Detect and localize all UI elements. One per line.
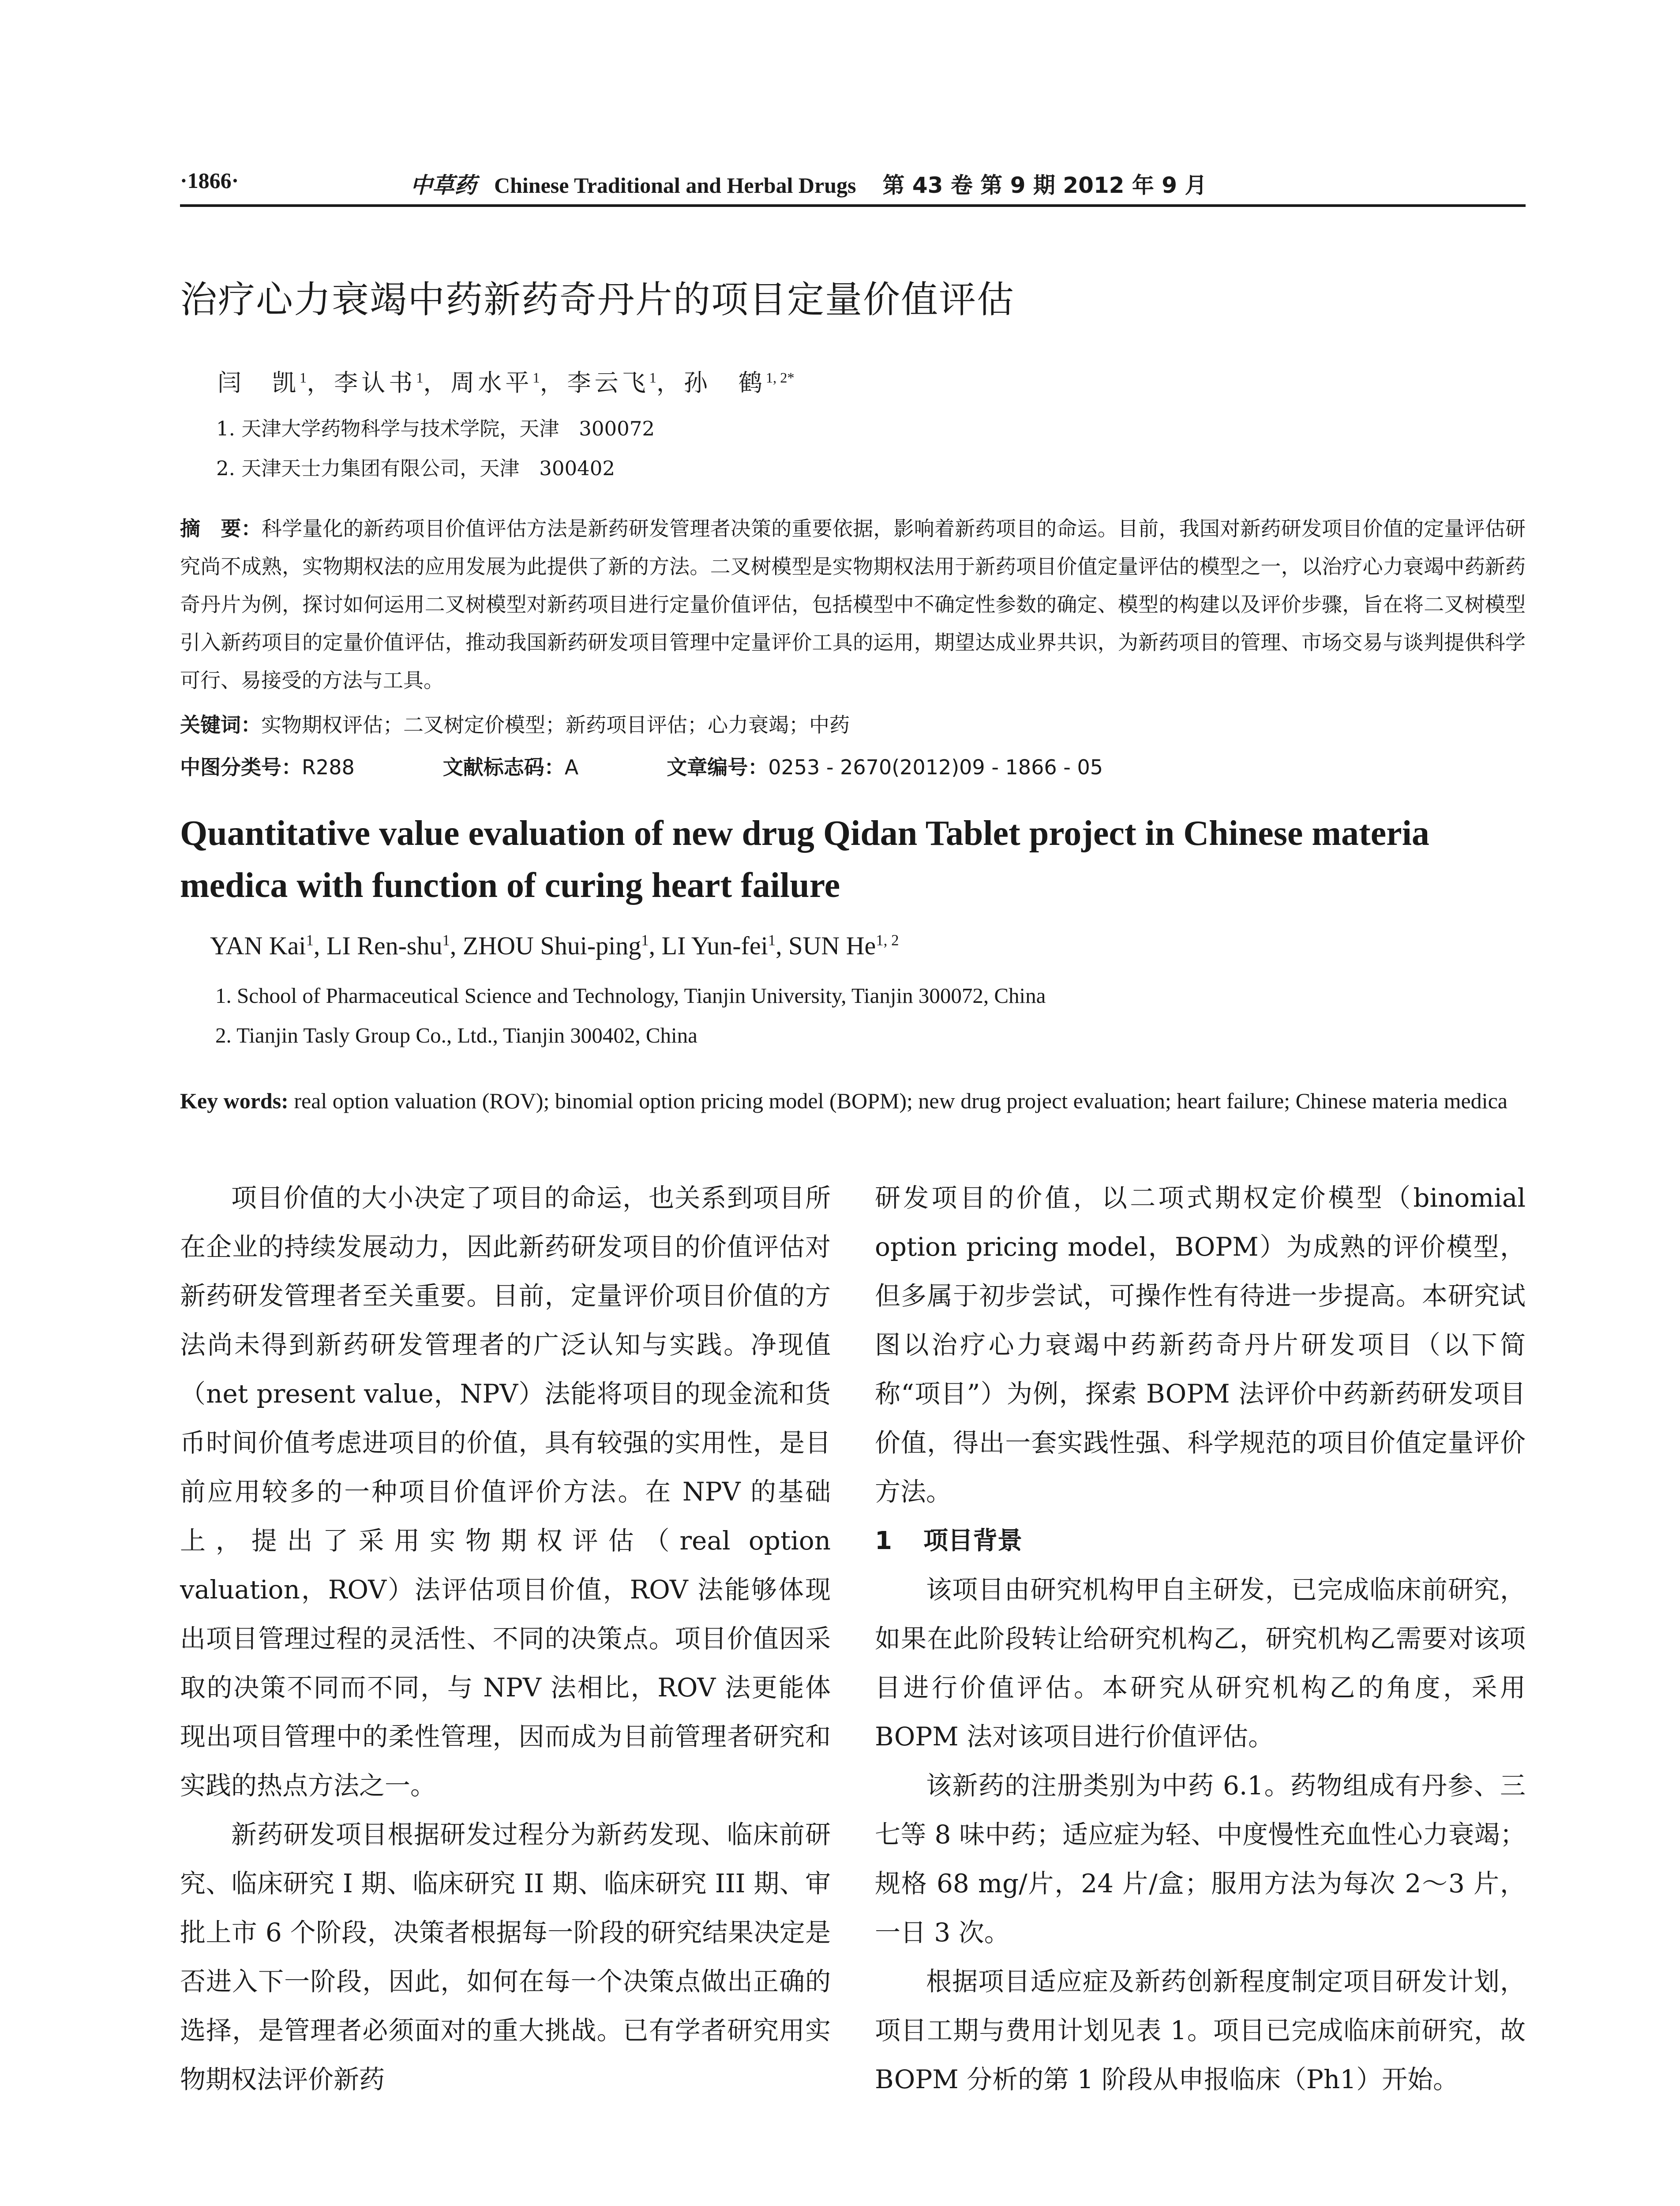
body-paragraph: 该项目由研究机构甲自主研发，已完成临床前研究，如果在此阶段转让给研究机构乙，研究机构乙需要对该项目进行价值评估。本研究从研究机构乙的角度，采用 BOPM 法对该项目进行价值评估。 [875,1575,1526,1752]
author-affiliation-mark: 1 [532,370,540,386]
article-id-label: 文章编号： [667,755,769,779]
clc-label: 中图分类号： [180,755,302,779]
issue-info: 第 43 卷 第 9 期 2012 年 9 月 [882,173,1207,198]
author-name: LI Yun-fei [661,931,768,960]
body-paragraph: 根据项目适应症及新药创新程度制定项目研发计划，项目工期与费用计划见表 1。项目已完成临床前研究，故 BOPM 分析的第 1 阶段从申报临床（Ph1）开始。 [875,1966,1526,2094]
author-affiliation-mark: 1, 2* [765,370,795,386]
keywords-label: 关键词： [180,713,261,737]
author-affiliation-mark: 1 [442,931,450,949]
section-title: 项目背景 [923,1527,1022,1555]
header-rule [180,204,1526,207]
keywords-cn [180,709,1526,738]
author-name: 李云飞 [567,369,649,397]
author-affiliation-mark: 1 [306,931,314,949]
body-column-left [180,1174,831,2104]
author-affiliation-mark: 1, 2 [876,931,899,949]
section-heading [875,1516,1526,1565]
body-column-right [875,1174,1526,2104]
affiliation-cn: 1. 天津大学药物科学与技术学院，天津 300072 [216,417,655,440]
author-name: 孙 鹤 [683,369,766,397]
document-code-label: 文献标志码： [442,755,565,779]
article-id: 0253 - 2670(2012)09 - 1866 - 05 [768,755,1103,779]
author-name: 周水平 [450,369,533,397]
running-header [180,168,1526,206]
body-paragraph: 项目价值的大小决定了项目的命运，也关系到项目所在企业的持续发展动力，因此新药研发项目的价值评估对新药研发管理者至关重要。目前，定量评价项目价值的方法尚未得到新药研发管理者的广泛认知与实践。净现值（net present value，NPV）法能将项目的现金流和货币时间价值考虑进项目的价值，具有较强的实用性，是目前应用较多的一种项目价值评价方法。在 NPV 的基础上，提出了采用实物期权评估（real option valuation，ROV）法评估项目价值，ROV 法能够体现出项目管理过程的灵活性、不同的决策点。项目价值因采取的决策不同而不同，与 NPV 法相比，ROV 法更能体现出项目管理中的柔性管理，因而成为目前管理者研究和实践的热点方法之一。 [180,1183,831,1801]
abstract-label: 摘 要： [180,517,262,540]
affiliation-en: 1. School of Pharmaceutical Science and Technology, Tianjin University, Tianjin 300072, China [215,983,1046,1008]
author-affiliation-mark: 1 [649,370,656,386]
journal-name-en: Chinese Traditional and Herbal Drugs [494,173,856,198]
author-affiliation-mark: 1 [768,931,776,949]
author-list-en: YAN Kai$^1$, LI Ren-shu$^1$, ZHOU Shui-ping$^1$, LI Yun-fei$^1$, SUN He$^{1, 2}$ [210,931,899,960]
author-affiliation-mark: 1 [300,370,307,386]
article-title-en: Quantitative value evaluation of new drug Qidan Tablet project in Chinese materia medica with function of curing heart failure [180,814,1429,905]
keywords-en-text: real option valuation (ROV); binomial option pricing model (BOPM); new drug project evaluation; heart failure; Chinese materia medica [294,1088,1508,1113]
journal-line [410,168,1207,199]
article-title-cn: 治疗心力衰竭中药新药奇丹片的项目定量价值评估 [180,278,1015,321]
abstract-cn [180,510,1526,699]
body-paragraph: 新药研发项目根据研发过程分为新药发现、临床前研究、临床研究 I 期、临床研究 II 期、临床研究 III 期、审批上市 6 个阶段，决策者根据每一阶段的研究结果决定是否进入下一阶段，因此，如何在每一个决策点做出正确的选择，是管理者必须面对的重大挑战。已有学者研究用实物期权法评价新药 [180,1820,831,2094]
keywords-en-label: Key words: [180,1088,289,1113]
keywords-text: 实物期权评估；二叉树定价模型；新药项目评估；心力衰竭；中药 [261,713,850,737]
clc-code: R288 [302,755,355,779]
page-number: ·1866· [180,168,239,193]
author-name: YAN Kai [210,931,306,960]
author-name: ZHOU Shui-ping [462,931,641,960]
affiliation-cn: 2. 天津天士力集团有限公司，天津 300402 [216,457,615,480]
affiliation-en: 2. Tianjin Tasly Group Co., Ltd., Tianjin 300402, China [215,1023,698,1047]
author-name: 李认书 [334,369,416,397]
author-name: SUN He [788,931,876,960]
author-name: LI Ren-shu [326,931,442,960]
author-affiliation-mark: 1 [416,370,424,386]
section-number: 1 [875,1527,892,1555]
journal-name-cn: 中草药 [410,173,476,198]
author-name: 闫 凯 [218,369,300,397]
keywords-en [180,1080,1526,1122]
author-affiliation-mark: 1 [641,931,649,949]
author-list-cn: 闫 凯$^1$，李认书$^1$，周水平$^1$，李云飞$^1$，孙 鹤$^{1, 2*}$ [218,369,795,397]
abstract-text: 科学量化的新药项目价值评估方法是新药研发管理者决策的重要依据，影响着新药项目的命运。目前，我国对新药研发项目价值的定量评估研究尚不成熟，实物期权法的应用发展为此提供了新的方法。二叉树模型是实物期权法用于新药项目价值定量评估的模型之一，以治疗心力衰竭中药新药奇丹片为例，探讨如何运用二叉树模型对新药项目进行定量价值评估，包括模型中不确定性参数的确定、模型的构建以及评价步骤，旨在将二叉树模型引入新药项目的定量价值评估，推动我国新药研发项目管理中定量评价工具的运用，期望达成业界共识，为新药项目的管理、市场交易与谈判提供科学可行、易接受的方法与工具。 [180,517,1526,692]
body-paragraph: 该新药的注册类别为中药 6.1。药物组成有丹参、三七等 8 味中药；适应症为轻、中度慢性充血性心力衰竭；规格 68 mg/片，24 片/盒；服用方法为每次 2～3 片，一日 3 次。 [875,1771,1526,1947]
document-code: A [564,755,579,779]
classification-row [180,751,1103,780]
body-paragraph-continued: 研发项目的价值，以二项式期权定价模型（binomial option pricing model，BOPM）为成熟的评价模型，但多属于初步尝试，可操作性有待进一步提高。本研究试图以治疗心力衰竭中药新药奇丹片研发项目（以下简称“项目”）为例，探索 BOPM 法评价中药新药研发项目价值，得出一套实践性强、科学规范的项目价值定量评价方法。 [875,1183,1526,1507]
